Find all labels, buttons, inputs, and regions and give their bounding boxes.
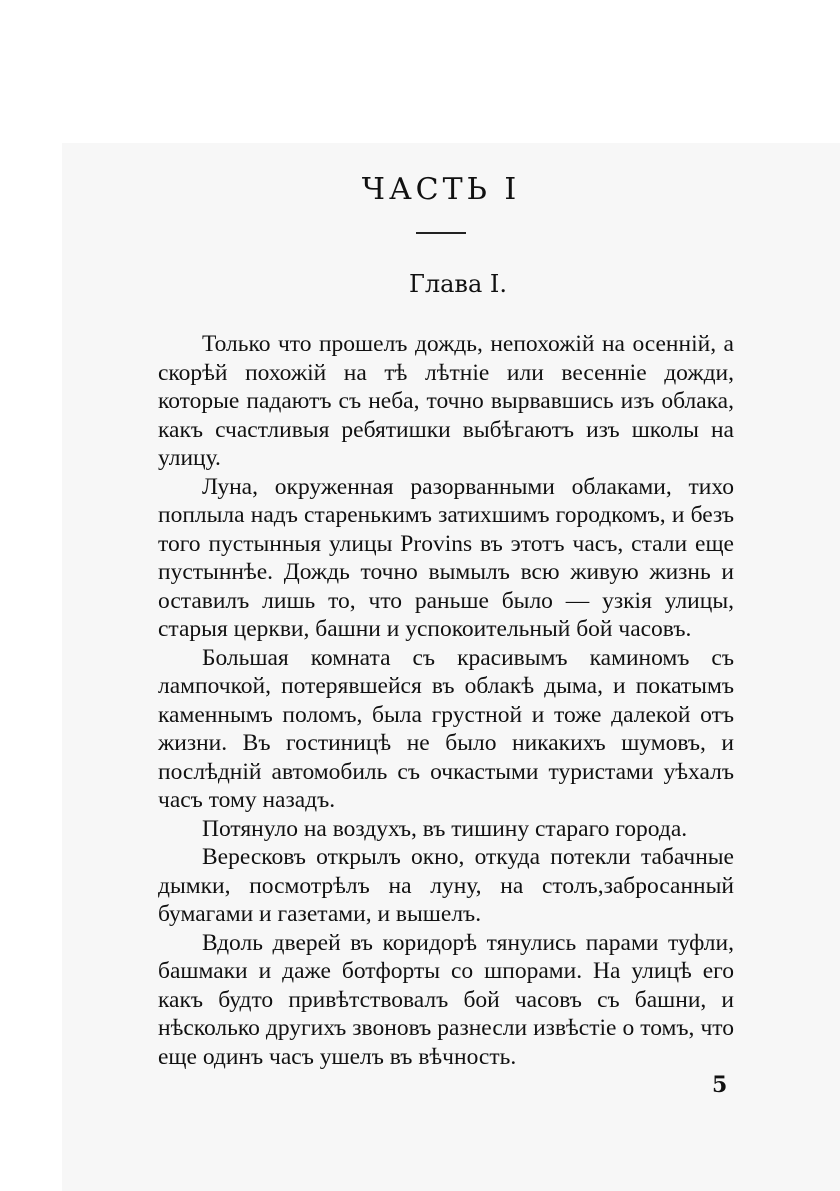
- page-number: 5: [712, 1072, 728, 1098]
- paragraph: Вересковъ открылъ окно, откуда потекли табачные дымки, посмотрѣлъ на луну, на столъ,забросанный бумагами и газетами, и вышелъ.: [158, 844, 734, 927]
- body-text: [158, 330, 734, 1071]
- paragraph: Большая комната съ красивымъ каминомъ съ лампочкой, потерявшейся въ облакѣ дыма, и покатымъ каменнымъ поломъ, была грустной и тоже далекой отъ жизни. Въ гостиницѣ не было никакихъ шумовъ, и послѣдній автомобиль съ очкастыми туристами уѣхалъ часъ тому назадъ.: [158, 644, 734, 813]
- paragraph: Потянуло на воздухъ, въ тишину стараго города.: [202, 815, 688, 842]
- paragraph: Только что прошелъ дождь, непохожій на осенній, а скорѣй похожій на тѣ лѣтніе или весенніе дожди, которые падаютъ съ неба, точно вырвавшись изъ облака, какъ счастливыя ребятишки выбѣгаютъ изъ школы на улицу.: [158, 331, 734, 471]
- chapter-title: Глава I.: [408, 270, 507, 298]
- paragraph: Вдоль дверей въ коридорѣ тянулись парами туфли, башмаки и даже ботфорты со шпорами. На улицѣ его какъ будто привѣтствовалъ бой часовъ съ башни, и нѣсколько другихъ звоновъ разнесли извѣстіе о томъ, что еще одинъ часъ ушелъ въ вѣчность.: [158, 929, 734, 1070]
- part-title: ЧАСТЬ I: [361, 172, 521, 207]
- paragraph: Луна, окруженная разорванными облаками, тихо поплыла надъ старенькимъ затихшимъ городкомъ, и безъ того пустынныя улицы Provins въ этотъ часъ, стали еще пустыннѣе. Дождь точно вымылъ всю живую жизнь и оставилъ лишь то, что раньше было — узкія улицы, старыя церкви, башни и успокоительный бой часовъ.: [158, 473, 734, 642]
- title-divider: [416, 232, 466, 234]
